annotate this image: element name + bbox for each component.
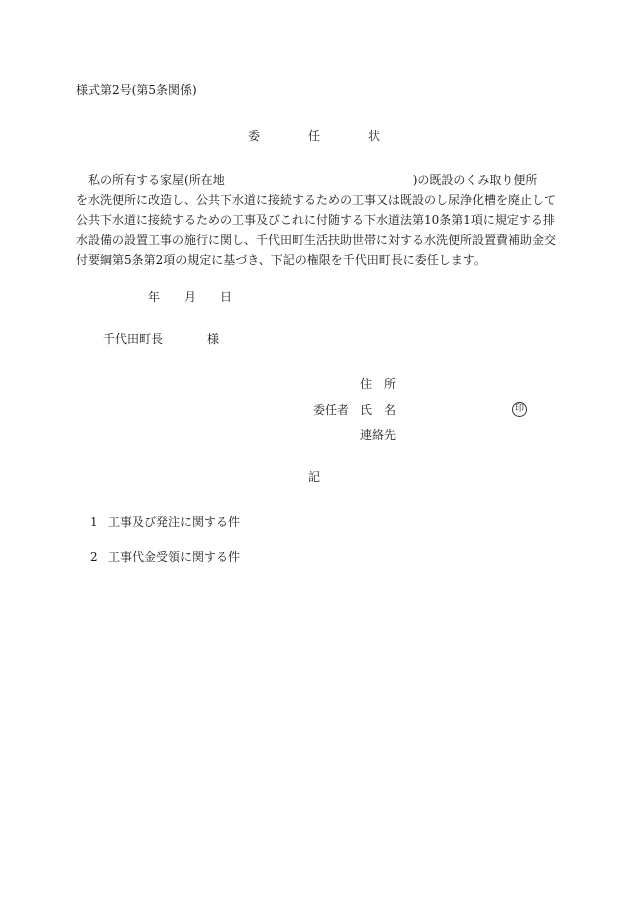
item-text: 工事及び発注に関する件 xyxy=(108,515,241,529)
body-line-1-suffix: )の既設のくみ取り便所 xyxy=(412,173,538,187)
date-month: 月 xyxy=(184,290,197,304)
body-line-1-prefix: 私の所有する家屋(所在地 xyxy=(88,173,225,187)
delegator-role-label: 委任者 xyxy=(313,403,350,417)
form-number: 様式第2号(第5条関係) xyxy=(76,83,197,97)
body-line-5: 付要綱第5条第2項の規定に基づき、下記の権限を千代田町長に委任します。 xyxy=(76,253,486,267)
addressee-honorific: 様 xyxy=(207,332,220,346)
item-text: 工事代金受領に関する件 xyxy=(108,550,241,564)
body-line-4: 水設備の設置工事の施行に関し、千代田町生活扶助世帯に対する水洗便所設置費補助金交 xyxy=(76,233,557,247)
list-item xyxy=(90,516,240,528)
ki-heading: 記 xyxy=(308,470,321,484)
date-day: 日 xyxy=(220,290,233,304)
body-paragraph xyxy=(76,170,557,270)
list-item xyxy=(90,551,240,563)
body-line-2: を水洗便所に改造し、公共下水道に接続するための工事又は既設のし尿浄化槽を廃止して xyxy=(76,193,557,207)
item-number: 2 xyxy=(90,550,98,564)
date-year: 年 xyxy=(148,290,161,304)
title-char-1: 委 xyxy=(248,129,261,143)
title-char-2: 任 xyxy=(308,129,321,143)
title-char-3: 状 xyxy=(368,129,381,143)
body-line-3: 公共下水道に接続するための工事及びこれに付随する下水道法第10条第1項に規定する排 xyxy=(76,213,555,227)
item-number: 1 xyxy=(90,515,98,529)
document-title xyxy=(248,130,388,144)
seal-mark: 印 xyxy=(512,402,527,417)
name-label: 氏 名 xyxy=(360,403,397,417)
addressee-name: 千代田町長 xyxy=(103,332,164,346)
body-line-1 xyxy=(76,170,552,190)
contact-label: 連絡先 xyxy=(360,428,397,442)
address-label: 住 所 xyxy=(360,377,397,391)
